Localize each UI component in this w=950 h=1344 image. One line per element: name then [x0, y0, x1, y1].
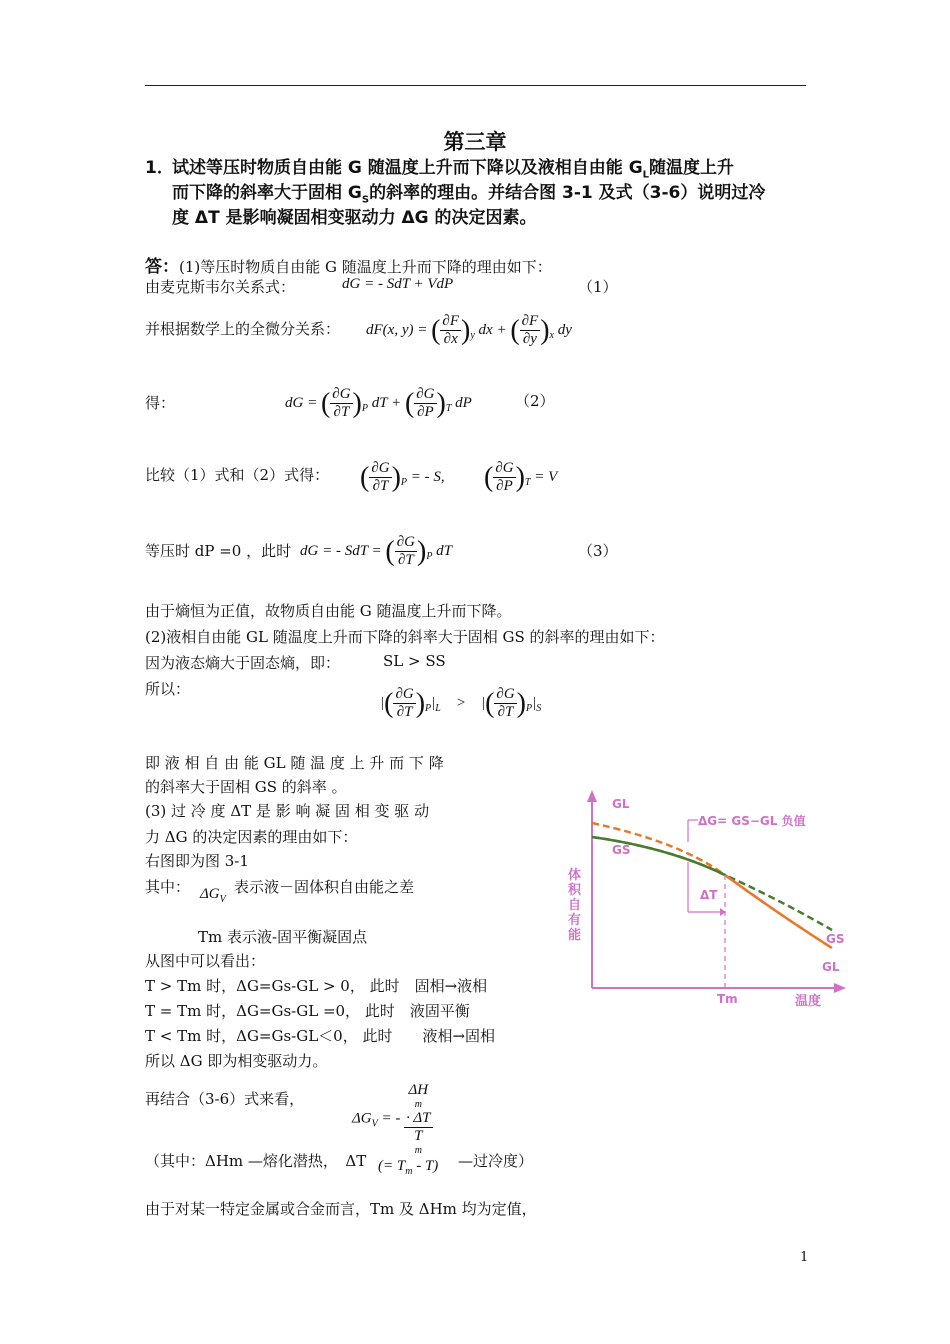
equation-3-number: （3） — [578, 542, 618, 560]
case-equal-tm: T = Tm 时，ΔG=Gs-GL =0， 此时 液固平衡 — [145, 1002, 470, 1020]
dgv-description: 表示液－固体积自由能之差 — [234, 878, 415, 896]
slope-line-2: 的斜率大于固相 GS 的斜率 。 — [145, 778, 347, 796]
figure-gs-label-right: GS — [826, 932, 845, 946]
delta-gv-symbol: $\Delta G_V$ — [200, 886, 226, 905]
figure-gl-label-right: GL — [822, 960, 840, 974]
isobaric-label: 等压时 dP =0 ，此时 — [145, 542, 292, 560]
chapter-title: 第三章 — [443, 130, 507, 154]
equation-3-6: $\Delta G_V$ = - ΔH m · ΔT T m — [352, 1082, 431, 1156]
slope-comparison: |( $\frac{\partial G}{\partial T}$ )$_P|_L$ > |( $\frac{\partial G}{\partial T}$ )$_P|_S$ — [380, 686, 542, 720]
figure-delta-g-note: ΔG= GS−GL 负值 — [698, 814, 806, 828]
delta-t-definition: (= $T_m - T$) — [378, 1158, 439, 1177]
last-line: 由于对某一特定金属或合金而言，Tm 及 ΔHm 均为定值， — [145, 1200, 537, 1218]
where-tail: —过冷度） — [458, 1152, 534, 1170]
obtain-label: 得： — [145, 394, 176, 412]
among-label: 其中： — [145, 878, 191, 896]
figure-gs-label-left: GS — [612, 843, 631, 857]
equation-1-number: （1） — [578, 278, 618, 296]
figure-reference: 右图即为图 3-1 — [145, 852, 249, 870]
therefore-label: 所以： — [145, 680, 191, 698]
header-rule — [145, 85, 806, 86]
equation-2: dG = ( $\frac{\partial G}{\partial T}$ )$_P$ dT + ( $\frac{\partial G}{\partial P}$ )$_T$ dP — [285, 386, 472, 420]
entropy-compare-label: 因为液态熵大于固态熵，即： — [145, 654, 341, 672]
question-line-3: 度 ΔT 是影响凝固相变驱动力 ΔG 的决定因素。 — [172, 208, 537, 228]
equation-3: dG = - SdT = ( $\frac{\partial G}{\partial T}$ )$_P$ dT — [300, 534, 453, 568]
driving-force: 所以 ΔG 即为相变驱动力。 — [145, 1052, 328, 1070]
total-differential-equation: dF(x, y) = ( $\frac{\partial F}{\partial x}$ )$_y$ dx + ( $\frac{\partial F}{\partial y}$ )$_x$ dy — [366, 313, 572, 347]
figure-y-label: 体积自有能 — [568, 868, 582, 943]
equation-2-number: （2） — [515, 392, 555, 410]
y-axis-arrow — [587, 790, 597, 802]
question-line-2: 而下降的斜率大于固相 $G_S$的斜率的理由。并结合图 3-1 及式（3-6）说明过冷 — [172, 183, 766, 206]
see-label: 从图中可以看出： — [145, 952, 266, 970]
part3-line-1: (3) 过 冷 度 ΔT 是 影 响 凝 固 相 变 驱 动 — [145, 802, 430, 820]
combine-label: 再结合（3-6）式来看， — [145, 1090, 305, 1108]
total-diff-label: 并根据数学上的全微分关系： — [145, 320, 341, 338]
figure-tm-label: Tm — [717, 992, 738, 1006]
page-number: 1 — [800, 1250, 809, 1265]
figure-x-label: 温度 — [795, 994, 822, 1009]
gl-curve — [725, 875, 832, 948]
equation-1: dG = - SdT + VdP — [342, 276, 454, 292]
case-above-tm: T > Tm 时，ΔG=Gs-GL > 0， 此时 固相→液相 — [145, 977, 488, 995]
partial-g-t: ( $\frac{\partial G}{\partial T}$ )$_P$ = - S, — [360, 460, 445, 494]
where-label: （其中：ΔHm —熔化潜热， ΔT — [145, 1152, 367, 1170]
slope-line-1: 即 液 相 自 由 能 GL 随 温 度 上 升 而 下 降 — [145, 754, 444, 772]
figure-delta-t-label: ΔT — [700, 888, 718, 902]
entropy-conclusion: 由于熵恒为正值，故物质自由能 G 随温度上升而下降。 — [145, 602, 512, 620]
case-below-tm: T < Tm 时，ΔG=Gs-GL＜0， 此时 液相→固相 — [145, 1027, 496, 1045]
question-line-1: 试述等压时物质自由能 G 随温度上升而下降以及液相自由能 $G_L$随温度上升 — [172, 158, 735, 181]
question-number: 1． — [145, 158, 174, 178]
maxwell-label: 由麦克斯韦尔关系式： — [145, 278, 296, 296]
gl-upper-dashed — [592, 823, 832, 948]
tm-description: Tm 表示液-固平衡凝固点 — [198, 928, 368, 946]
compare-label: 比较（1）式和（2）式得： — [145, 466, 330, 484]
entropy-compare: SL > SS — [383, 652, 446, 670]
answer-intro: 答：(1)等压时物质自由能 G 随温度上升而下降的理由如下： — [145, 257, 552, 277]
part2-intro: (2)液相自由能 GL 随温度上升而下降的斜率大于固相 GS 的斜率的理由如下： — [145, 628, 665, 646]
figure-gl-label-top: GL — [612, 797, 630, 811]
partial-g-p: ( $\frac{\partial G}{\partial P}$ )$_T = V$ — [484, 460, 558, 494]
part3-line-2: 力 ΔG 的决定因素的理由如下： — [145, 828, 358, 846]
x-axis-arrow — [834, 983, 846, 993]
